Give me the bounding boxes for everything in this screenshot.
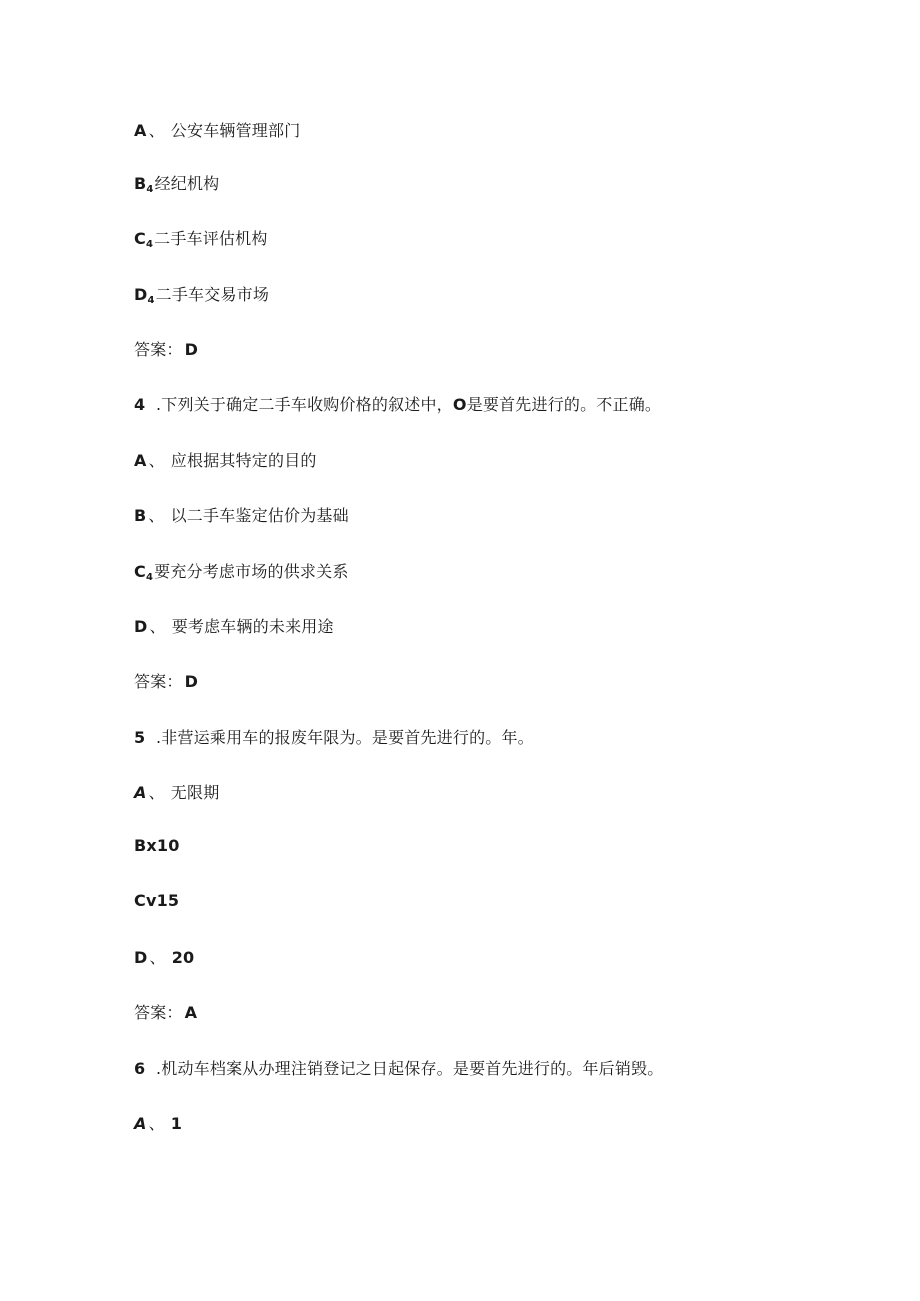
option-5c <box>134 889 179 913</box>
option-5d <box>134 946 194 970</box>
answer-label: 答案： <box>134 1003 183 1022</box>
question-5 <box>134 726 534 750</box>
answer-3 <box>134 338 198 362</box>
option-text: 1 <box>170 1114 183 1133</box>
option-mark: D <box>134 285 148 304</box>
option-separator: 、 <box>148 783 165 802</box>
option-separator: 、 <box>148 451 165 470</box>
answer-value: A <box>184 1003 198 1022</box>
answer-value: D <box>184 340 199 359</box>
option-5b <box>134 834 180 858</box>
option-mark: C <box>134 562 146 581</box>
option-text: 应根据其特定的目的 <box>170 451 317 470</box>
option-mark: B <box>134 506 147 525</box>
option-subscript: 4 <box>147 295 155 306</box>
question-number: 5 <box>134 728 146 747</box>
option-separator: 、 <box>148 1114 165 1133</box>
question-number: 4 <box>134 395 146 414</box>
question-6 <box>134 1057 664 1081</box>
question-number: 6 <box>134 1059 146 1078</box>
option-mark: D <box>134 617 148 636</box>
option-separator: 、 <box>149 948 166 967</box>
option-separator: 、 <box>148 121 165 140</box>
answer-4 <box>134 670 198 694</box>
option-3d <box>134 283 269 313</box>
question-4 <box>134 393 661 417</box>
option-text: 要考虑车辆的未来用途 <box>171 617 334 636</box>
option-mark: D <box>134 948 148 967</box>
option-4c <box>134 560 349 590</box>
option-separator: 、 <box>149 617 166 636</box>
option-text: 经纪机构 <box>154 174 220 193</box>
option-subscript: 4 <box>146 184 154 195</box>
answer-5 <box>134 1001 197 1025</box>
option-3b <box>134 172 219 202</box>
option-mark: A <box>134 1114 147 1133</box>
question-text: .非营运乘用车的报废年限为。是要首先进行的。年。 <box>156 728 534 747</box>
option-mark: C <box>134 229 146 248</box>
option-separator: 、 <box>148 506 165 525</box>
option-subscript: 4 <box>145 239 154 250</box>
option-4d <box>134 615 334 639</box>
question-text: .下列关于确定二手车收购价格的叙述中， <box>156 395 453 414</box>
question-blank-token: O <box>452 395 467 414</box>
option-mark: A <box>134 783 147 802</box>
option-mark: A <box>134 121 147 140</box>
option-text: 无限期 <box>170 783 220 802</box>
option-text: 二手车评估机构 <box>154 229 268 248</box>
answer-value: D <box>184 672 199 691</box>
option-mark: A <box>134 451 147 470</box>
option-6a <box>134 1112 182 1136</box>
option-text: 要充分考虑市场的供求关系 <box>154 562 349 581</box>
option-text: 以二手车鉴定估价为基础 <box>170 506 349 525</box>
answer-label: 答案： <box>134 672 183 691</box>
option-mark: B <box>134 174 147 193</box>
answer-label: 答案： <box>134 340 183 359</box>
question-text-tail: 是要首先进行的。不正确。 <box>466 395 662 414</box>
option-text: 20 <box>171 948 195 967</box>
option-4b <box>134 504 349 528</box>
option-text: 公安车辆管理部门 <box>170 121 301 140</box>
option-3a <box>134 119 300 143</box>
option-text: 二手车交易市场 <box>155 285 270 304</box>
option-5a <box>134 781 219 805</box>
question-text: .机动车档案从办理注销登记之日起保存。是要首先进行的。年后销毁。 <box>156 1059 664 1078</box>
option-text: Cv15 <box>134 891 180 910</box>
option-4a <box>134 449 317 473</box>
option-subscript: 4 <box>145 572 154 583</box>
option-text: Bx10 <box>134 836 180 855</box>
option-3c <box>134 227 268 257</box>
